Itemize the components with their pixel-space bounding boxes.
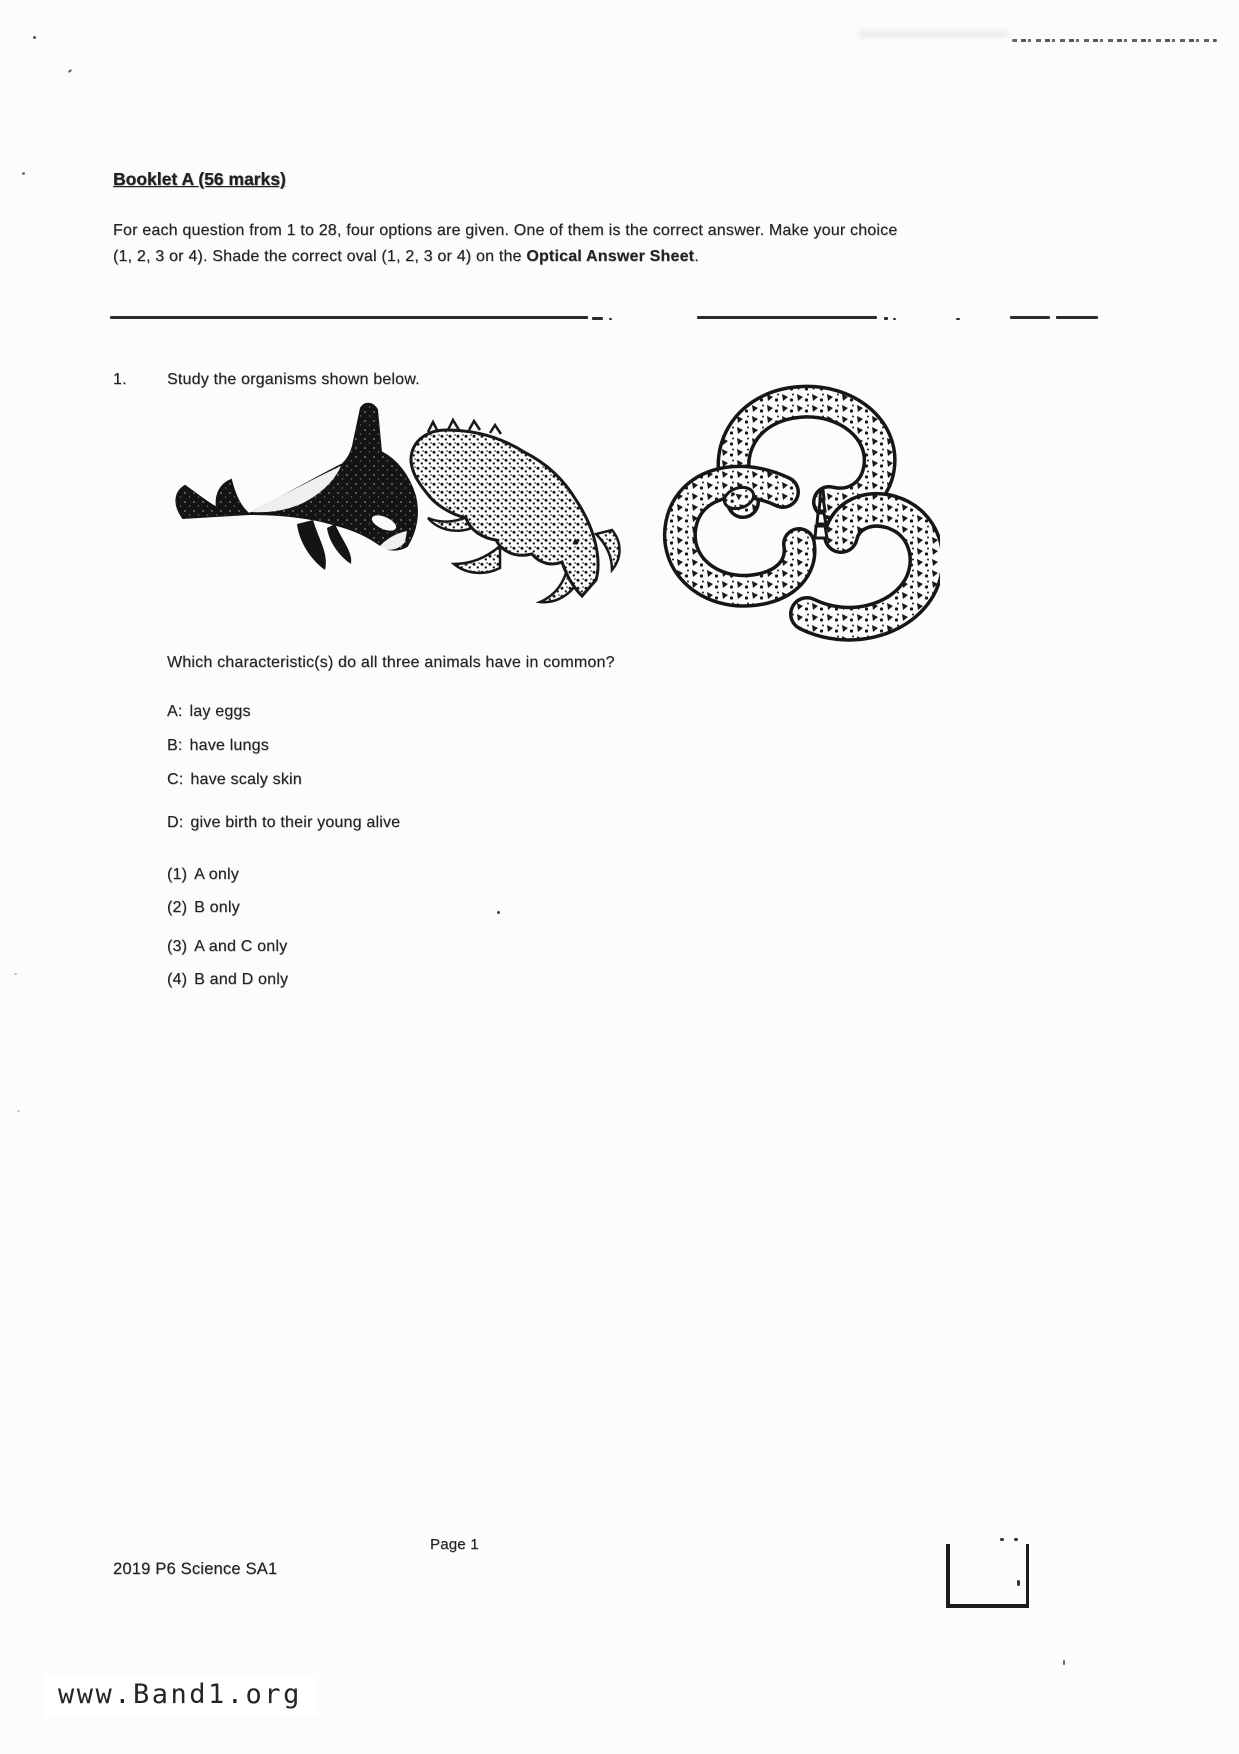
statement-a-text: lay eggs [189, 703, 251, 720]
question-prompt: Study the organisms shown below. [167, 371, 420, 388]
instructions-text: For each question from 1 to 28, four options are given. One of them is the correct answer. Make your choice (1, 2, 3 or 4). Shade the correct oval (1, 2, 3 or 4) on the [113, 222, 898, 265]
statement-a [167, 703, 251, 721]
organism-figures [160, 366, 950, 651]
statement-d-text: give birth to their young alive [190, 814, 401, 831]
statement-b-label: B: [167, 737, 183, 754]
choice-1-label: (1) [167, 866, 188, 883]
statement-b-text: have lungs [189, 737, 269, 754]
choice-3-text: A and C only [194, 938, 288, 955]
statement-b [167, 737, 269, 755]
question-stem: Which characteristic(s) do all three animals have in common? [167, 654, 615, 671]
choice-1 [167, 866, 239, 884]
statement-c [167, 771, 302, 789]
page-number-label: Page 1 [430, 1536, 479, 1553]
booklet-heading: Booklet A (56 marks) [113, 169, 286, 189]
watermark-label: www.Band1.org [44, 1674, 318, 1717]
choice-2-label: (2) [167, 899, 188, 916]
choice-2 [167, 899, 240, 917]
statement-c-text: have scaly skin [190, 771, 302, 788]
instructions-period: . [694, 248, 699, 265]
statement-a-label: A: [167, 703, 183, 720]
choice-4-label: (4) [167, 971, 188, 988]
choice-1-text: A only [194, 866, 239, 883]
statement-c-label: C: [167, 771, 184, 788]
question-number: 1. [113, 371, 127, 388]
statement-d [167, 814, 400, 832]
instructions-paragraph [113, 218, 913, 270]
scan-smudge [858, 30, 1008, 38]
choice-3 [167, 938, 287, 956]
marks-box [946, 1544, 1029, 1608]
choice-4 [167, 971, 288, 989]
scan-artifact-dashes [1012, 39, 1217, 42]
choice-3-label: (3) [167, 938, 188, 955]
coiled-snake-image [645, 370, 940, 646]
crocodile-image [400, 386, 652, 611]
document-footer-label: 2019 P6 Science SA1 [113, 1560, 278, 1578]
statement-d-label: D: [167, 814, 184, 831]
instructions-bold-text: Optical Answer Sheet [526, 248, 695, 265]
killer-whale-image [165, 400, 423, 585]
choice-4-text: B and D only [194, 971, 289, 988]
choice-2-text: B only [194, 899, 240, 916]
